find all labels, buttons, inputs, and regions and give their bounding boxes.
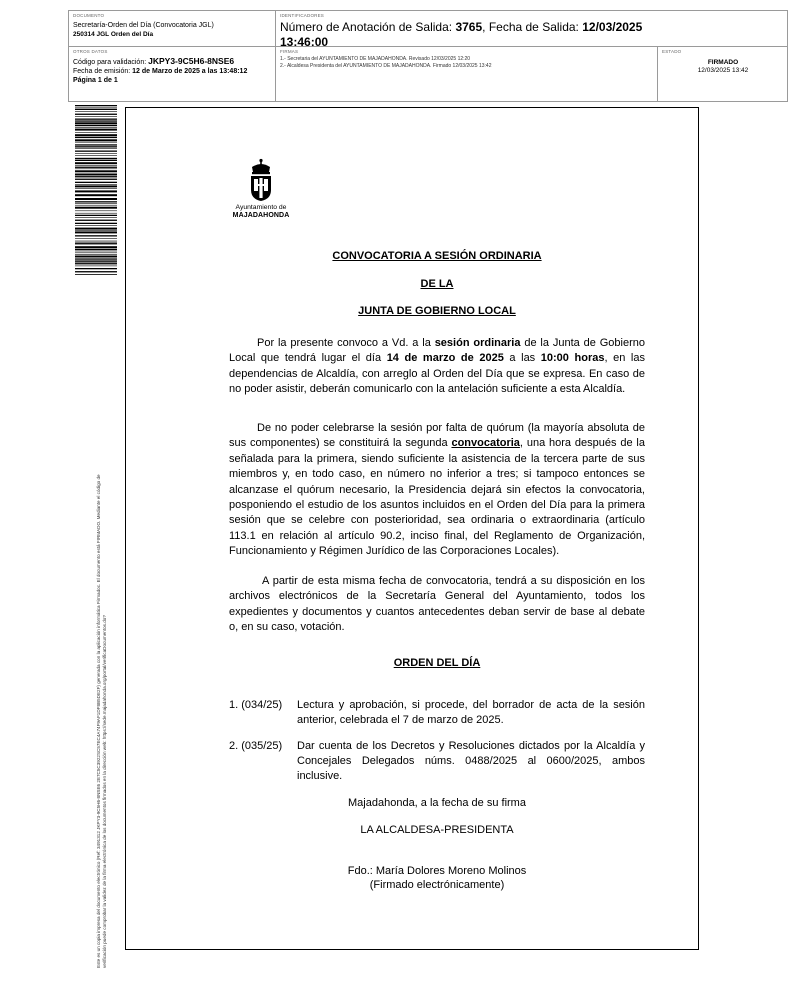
firmas-caption: FIRMAS bbox=[280, 49, 299, 54]
fecha-emision bbox=[73, 67, 271, 76]
p1-date: 14 de marzo de 2025 bbox=[386, 352, 504, 365]
p1-text-e: a las bbox=[503, 352, 541, 365]
title-orden-del-dia: ORDEN DEL DÍA bbox=[393, 657, 481, 669]
p1-time: 10:00 horas bbox=[540, 352, 605, 365]
title-junta: JUNTA DE GOBIERNO LOCAL bbox=[358, 305, 516, 317]
estado-caption: ESTADO bbox=[662, 49, 682, 54]
paragraph-convocatoria bbox=[229, 336, 645, 398]
codigo-value: JKPY3-9C5H6-8NSE6 bbox=[148, 56, 235, 66]
codigo-label: Código para validación: bbox=[73, 59, 149, 66]
p1-sesion-ordinaria: sesión ordinaria bbox=[434, 337, 521, 349]
municipality-logo bbox=[228, 158, 294, 220]
logo-text-line2: MAJADAHONDA bbox=[232, 212, 290, 219]
agenda-item-2-text: Dar cuenta de los Decretos y Resoluciones dictados por la Alcaldía y Concejales Delegados núms. 0488/2025 al 0600/2025, ambos inclusive. bbox=[297, 740, 645, 782]
crown-shield-icon bbox=[248, 158, 274, 202]
p1-text-a: Por la presente convoco a Vd. a la bbox=[257, 337, 435, 349]
anotacion-salida bbox=[280, 20, 784, 47]
p1-text-g: , en las dependencias de Alcaldía, con arreglo al Orden del Día que se expresa. En caso de no poder asistir, deberán comunicarlo con la antelación suficiente a esta Alcaldía. bbox=[229, 352, 645, 396]
firma-1: 1.- Secretaria del AYUNTAMIENTO DE MAJADAHONDA. Revisado 12/03/2025 12:20 bbox=[280, 56, 471, 62]
documento-cell bbox=[69, 11, 276, 47]
identificadores-caption: IDENTIFICADORES bbox=[280, 13, 325, 18]
firmas-cell bbox=[276, 47, 658, 102]
documento-subname: 250314 JGL Orden del Día bbox=[73, 31, 154, 38]
estado-cell bbox=[658, 47, 788, 102]
estado-value: FIRMADO bbox=[707, 59, 739, 66]
agenda-item-1-text: Lectura y aprobación, si procede, del borrador de acta de la sesión anterior, celebrada el 7 de marzo de 2025. bbox=[297, 699, 645, 726]
paragraph-archivos: A partir de esta misma fecha de convocatoria, tendrá a su disposición en los archivos electrónicos de la Secretaría General del Ayuntamiento, todos los expedientes y documentos y cuantos antecedentes deban servir de base al debate o, en su caso, votación. bbox=[229, 575, 645, 634]
paragraph-quorum bbox=[229, 421, 645, 560]
p2-text-a: De no poder celebrarse la sesión por falta de quórum (la mayoría absoluta de sus componentes) se constituirá la segunda bbox=[229, 422, 645, 450]
verification-line-2: verificación puede comprobar la validez de la firma electrónica de los documentos firmados en la dirección web: https://sede.majadahonda.org/portal/verificaDocumentos.do? bbox=[102, 615, 107, 968]
otros-datos-cell bbox=[69, 47, 276, 102]
anotacion-label: Número de Anotación de Salida: bbox=[280, 20, 456, 34]
agenda-item-1-number: 1. (034/25) bbox=[229, 699, 283, 711]
firma-2: 2.- Alcaldesa Presidenta del AYUNTAMIENTO DE MAJADAHONDA. Firmado 12/03/2025 13:42 bbox=[280, 63, 492, 69]
pagina-count: Página 1 de 1 bbox=[73, 77, 118, 84]
verification-vertical-text bbox=[96, 298, 108, 968]
barcode-image bbox=[75, 105, 117, 275]
verification-line-1: Este es un copia impresa del documento electrónico (Ref: 3491312 JKPY3-9C5H6-8NSE6 2E7C5C3922SC57EC4A74F9AF1DF8B5DE2F) generada con la aplicación informática Firmadoc. El documento está FIRMADO. Mediante el código de bbox=[96, 474, 101, 968]
p1-text-c: de la Junta de Gobierno Local que tendrá lugar el día bbox=[229, 337, 645, 365]
emision-label: Fecha de emisión: bbox=[73, 68, 133, 75]
documento-caption: DOCUMENTO bbox=[73, 13, 105, 18]
signer-name: Fdo.: María Dolores Moreno Molinos bbox=[347, 865, 527, 877]
document-metadata-table bbox=[68, 10, 788, 102]
signed-electronically-note: (Firmado electrónicamente) bbox=[369, 879, 505, 891]
documento-name: Secretaría-Orden del Día (Convocatoria JGL) bbox=[73, 22, 214, 29]
otros-caption: OTROS DATOS bbox=[73, 49, 108, 54]
logo-text-line1: Ayuntamiento de bbox=[235, 204, 287, 211]
title-de-la: DE LA bbox=[420, 278, 454, 290]
agenda-item-2-number: 2. (035/25) bbox=[229, 740, 283, 752]
fecha-salida-value: 12/03/2025 bbox=[582, 20, 643, 34]
codigo-validacion bbox=[73, 57, 271, 67]
p2-convocatoria: convocatoria bbox=[451, 437, 520, 450]
estado-date: 12/03/2025 13:42 bbox=[697, 67, 749, 74]
title-convocatoria: CONVOCATORIA A SESIÓN ORDINARIA bbox=[332, 250, 542, 262]
fecha-label: , Fecha de Salida: bbox=[482, 20, 583, 34]
identificadores-cell bbox=[276, 11, 788, 47]
anotacion-number: 3765 bbox=[455, 20, 483, 34]
place-date: Majadahonda, a la fecha de su firma bbox=[348, 797, 526, 809]
emision-value: 12 de Marzo de 2025 a las 13:48:12 bbox=[132, 68, 248, 75]
signer-role: LA ALCALDESA-PRESIDENTA bbox=[360, 824, 514, 836]
hora-salida-value: 13:46:00 bbox=[280, 35, 329, 47]
p2-text-c: , una hora después de la señalada para la primera, siendo suficiente la asistencia de la tercera parte de sus miembros y, en todo caso, en número no inferior a tres; si tampoco entonces se alcanzase el quórum necesario, la Presidencia dejará sin efectos la convocatoria, posponiendo el estudio de los asuntos incluidos en el Orden del Día para la primera sesión que se celebre con posterioridad, sea ordinaria o extraordinaria (artículo 113.1 en relación al artículo 90.2, inciso final, del Reglamento de Organización, Funcionamiento y Régimen Jurídico de las Corporaciones Locales). bbox=[229, 437, 645, 558]
